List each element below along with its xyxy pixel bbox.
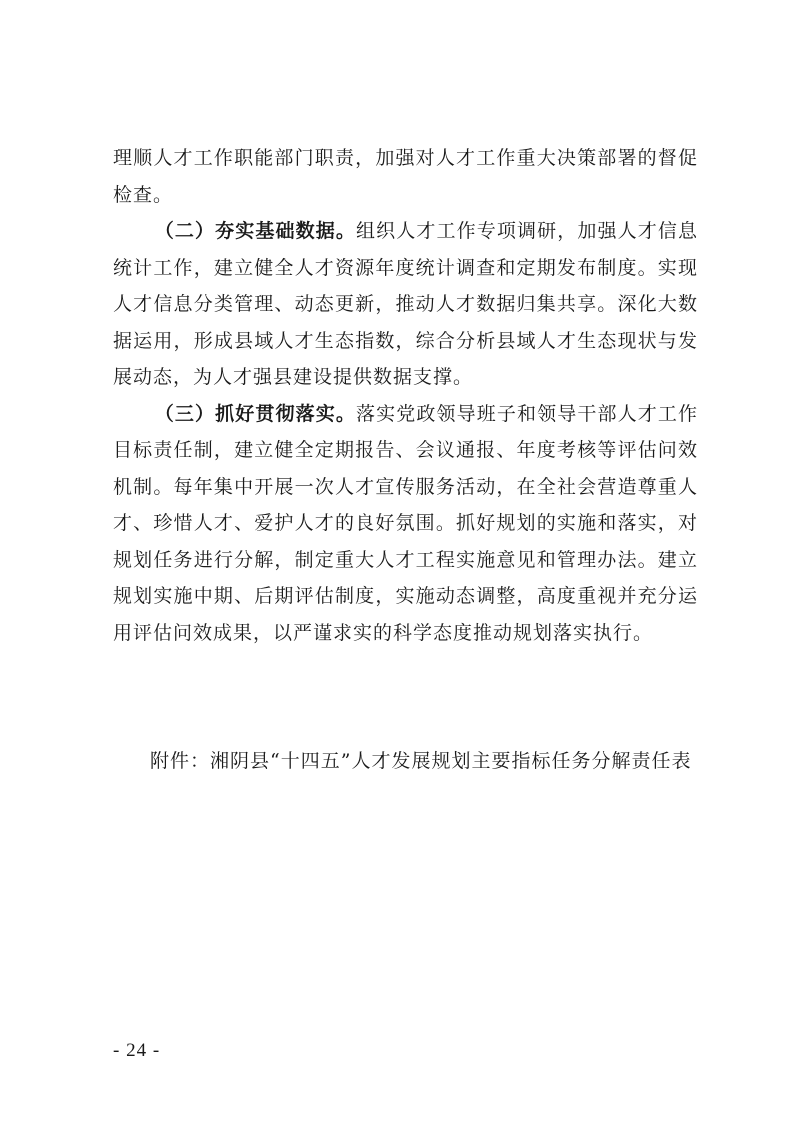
paragraph-text: 组织人才工作专项调研，加强人才信息统计工作，建立健全人才资源年度统计调查和定期发布制度。实现人才信息分类管理、动态更新，推动人才数据归集共享。深化大数据运用，形成县域人才生态指数，综合分析县域人才生态现状与发展动态，为人才强县建设提供数据支撑。 <box>113 220 698 388</box>
section-heading: （二）夯实基础数据。 <box>154 220 357 242</box>
paragraph-consolidate-data <box>113 213 698 396</box>
page-number: - 24 - <box>113 1040 161 1061</box>
paragraph-text: 落实党政领导班子和领导干部人才工作目标责任制，建立健全定期报告、会议通报、年度考核等评估问效机制。每年集中开展一次人才宣传服务活动，在全社会营造尊重人才、珍惜人才、爱护人才的良好氛围。抓好规划的实施和落实，对规划任务进行分解，制定重大人才工程实施意见和管理办法。建立规划实施中期、后期评估制度，实施动态调整，高度重视并充分运用评估问效成果，以严谨求实的科学态度推动规划落实执行。 <box>113 402 698 644</box>
paragraph-continuation <box>113 140 698 213</box>
attachment-label: 附件： <box>150 750 211 772</box>
section-heading: （三）抓好贯彻落实。 <box>154 402 357 425</box>
paragraph-text: 理顺人才工作职能部门职责，加强对人才工作重大决策部署的督促检查。 <box>113 147 698 206</box>
attachment-title: 湘阴县“十四五”人才发展规划主要指标任务分解责任表 <box>210 750 692 772</box>
attachment-note <box>150 742 698 780</box>
body-text <box>113 140 698 651</box>
paragraph-implementation <box>113 396 698 652</box>
